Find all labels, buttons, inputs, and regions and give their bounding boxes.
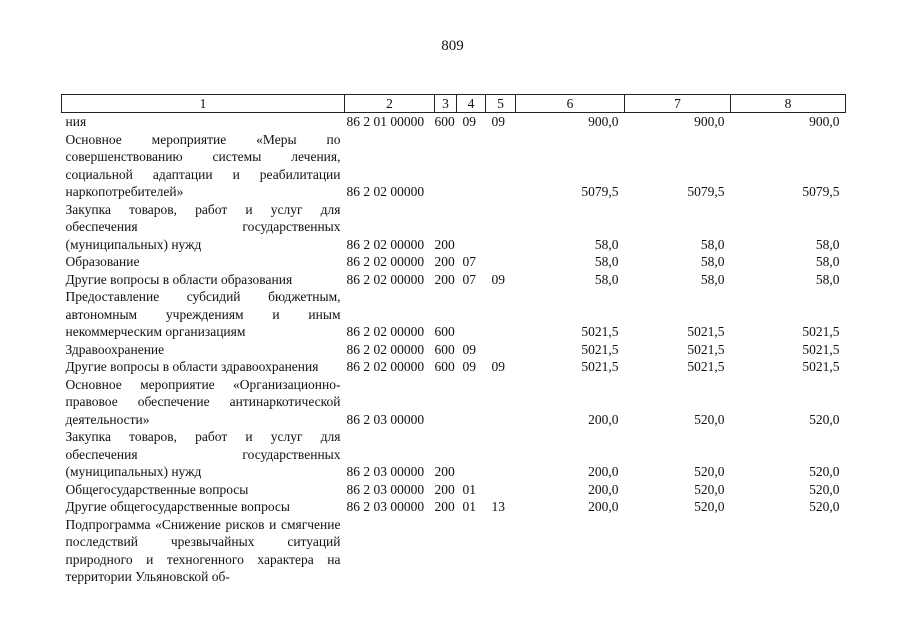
row-subsection: 09 [491, 271, 505, 287]
row-value-2: 58,0 [700, 271, 725, 287]
row-subsection [486, 376, 516, 429]
table-row [62, 201, 846, 254]
row-section: 09 [462, 114, 476, 129]
row-name: Подпрограмма «Снижение рисков и смягчение последствий чрезвычайных ситуаций природного и техногенного характера на территории Ульяновской об- [65, 516, 341, 584]
column-header-8: 8 [731, 95, 846, 113]
header-row [62, 95, 846, 113]
row-subsection [486, 131, 516, 201]
row-section [457, 516, 486, 586]
row-expense-type: 600 [434, 341, 455, 357]
column-header-4: 4 [457, 95, 486, 113]
row-value-3: 520,0 [809, 411, 840, 427]
table-row [62, 288, 846, 341]
row-expense-type: 200 [434, 236, 455, 252]
row-name: Образование [65, 254, 140, 269]
row-value-1: 5021,5 [581, 324, 619, 339]
table-header [62, 95, 846, 113]
row-name: Общегосударственные вопросы [65, 481, 249, 497]
row-subsection [486, 288, 516, 341]
row-value-1: 58,0 [594, 254, 619, 269]
row-code: 86 2 03 00000 [346, 411, 425, 427]
row-subsection: 09 [491, 359, 505, 374]
row-value-3: 520,0 [809, 464, 840, 479]
row-expense-type: 600 [434, 114, 455, 129]
row-section: 09 [462, 341, 476, 357]
row-value-3: 5021,5 [802, 341, 840, 357]
row-value-1: 5021,5 [581, 359, 619, 374]
row-subsection [486, 201, 516, 254]
row-value-2: 520,0 [694, 411, 725, 427]
row-code: 86 2 01 00000 [346, 114, 425, 129]
row-value-3: 5021,5 [802, 359, 840, 374]
row-subsection [486, 516, 516, 586]
row-value-1 [516, 516, 625, 586]
table-row [62, 376, 846, 429]
table-row [62, 113, 846, 131]
row-value-1: 200,0 [588, 411, 619, 427]
column-header-3: 3 [435, 95, 457, 113]
row-value-1: 200,0 [588, 499, 619, 514]
row-expense-type: 200 [434, 499, 455, 514]
row-expense-type: 200 [434, 271, 455, 287]
row-code: 86 2 02 00000 [346, 236, 425, 252]
row-value-2: 520,0 [694, 499, 725, 514]
row-code: 86 2 02 00000 [346, 254, 425, 269]
page-number: 809 [441, 38, 464, 54]
table-row [62, 358, 846, 376]
row-section [457, 428, 486, 481]
row-code: 86 2 02 00000 [346, 184, 425, 199]
row-value-2: 5021,5 [687, 324, 725, 339]
table-body [62, 113, 846, 586]
row-name: ния [65, 114, 87, 129]
row-expense-type: 200 [434, 254, 455, 269]
row-expense-type: 200 [434, 481, 455, 497]
column-header-6: 6 [516, 95, 625, 113]
row-value-3: 520,0 [809, 499, 840, 514]
row-subsection [486, 481, 516, 499]
row-value-2 [625, 516, 731, 586]
row-expense-type [435, 131, 457, 201]
row-value-2: 5021,5 [687, 341, 725, 357]
row-value-3 [731, 516, 846, 586]
column-header-2: 2 [345, 95, 435, 113]
row-section [457, 376, 486, 429]
row-value-1: 200,0 [588, 464, 619, 479]
row-section [457, 201, 486, 254]
row-value-1: 58,0 [594, 271, 619, 287]
table-row [62, 271, 846, 289]
row-section: 09 [462, 359, 476, 374]
row-name: Другие вопросы в области здравоохранения [65, 359, 319, 374]
column-header-1: 1 [62, 95, 345, 113]
row-value-3: 5021,5 [802, 324, 840, 339]
row-expense-type: 600 [434, 359, 455, 374]
row-subsection [486, 341, 516, 359]
table-row [62, 498, 846, 516]
row-code: 86 2 02 00000 [346, 341, 425, 357]
table-row [62, 131, 846, 201]
row-value-3: 520,0 [809, 481, 840, 497]
row-code: 86 2 03 00000 [346, 499, 425, 514]
row-code: 86 2 03 00000 [346, 464, 425, 479]
row-value-2: 58,0 [700, 236, 725, 252]
row-value-1: 58,0 [594, 236, 619, 252]
row-value-1: 200,0 [588, 481, 619, 497]
row-section: 01 [462, 499, 476, 514]
row-subsection [486, 428, 516, 481]
table-row [62, 428, 846, 481]
row-value-3: 900,0 [809, 114, 840, 129]
row-name: Закупка товаров, работ и услуг для обеспечения государственных (муниципальных) нужд [65, 201, 341, 252]
row-expense-type [435, 376, 457, 429]
row-code: 86 2 03 00000 [346, 481, 425, 497]
row-name: Основное мероприятие «Меры по совершенствованию системы лечения, социальной адаптации и реабилитации наркопотребителей» [65, 131, 341, 199]
row-expense-type [435, 516, 457, 586]
row-code: 86 2 02 00000 [346, 271, 425, 287]
row-value-3: 5079,5 [802, 184, 840, 199]
row-value-2: 5021,5 [687, 359, 725, 374]
row-name: Другие общегосударственные вопросы [65, 499, 290, 514]
row-value-1: 900,0 [588, 114, 619, 129]
row-name: Предоставление субсидий бюджетным, автономным учреждениям и иным некоммерческим организациям [65, 289, 341, 339]
row-value-2: 5079,5 [687, 184, 725, 199]
row-section: 07 [462, 254, 476, 269]
row-section: 07 [462, 271, 476, 287]
row-code [345, 516, 435, 586]
row-value-1: 5079,5 [581, 184, 619, 199]
row-section [457, 288, 486, 341]
row-value-2: 900,0 [694, 114, 725, 129]
row-value-3: 58,0 [815, 271, 840, 287]
table-row [62, 481, 846, 499]
row-value-1: 5021,5 [581, 341, 619, 357]
column-header-5: 5 [486, 95, 516, 113]
row-section: 01 [462, 481, 476, 497]
row-subsection [486, 253, 516, 271]
column-header-7: 7 [625, 95, 731, 113]
row-section [457, 131, 486, 201]
table-row [62, 253, 846, 271]
row-value-2: 520,0 [694, 464, 725, 479]
row-name: Здравоохранение [65, 341, 165, 357]
budget-table [61, 94, 846, 586]
row-code: 86 2 02 00000 [346, 359, 425, 374]
row-value-2: 58,0 [700, 254, 725, 269]
row-subsection: 13 [491, 499, 505, 514]
row-expense-type: 600 [434, 324, 455, 339]
row-subsection: 09 [491, 114, 505, 129]
row-name: Закупка товаров, работ и услуг для обеспечения государственных (муниципальных) нужд [65, 429, 341, 479]
row-code: 86 2 02 00000 [346, 324, 425, 339]
table-row [62, 341, 846, 359]
row-name: Основное мероприятие «Организационно-правовое обеспечение антинаркотической деятельности» [65, 376, 341, 427]
row-value-2: 520,0 [694, 481, 725, 497]
row-name: Другие вопросы в области образования [65, 271, 293, 287]
row-value-3: 58,0 [815, 254, 840, 269]
row-expense-type: 200 [434, 464, 455, 479]
table-row [62, 516, 846, 586]
row-value-3: 58,0 [815, 236, 840, 252]
